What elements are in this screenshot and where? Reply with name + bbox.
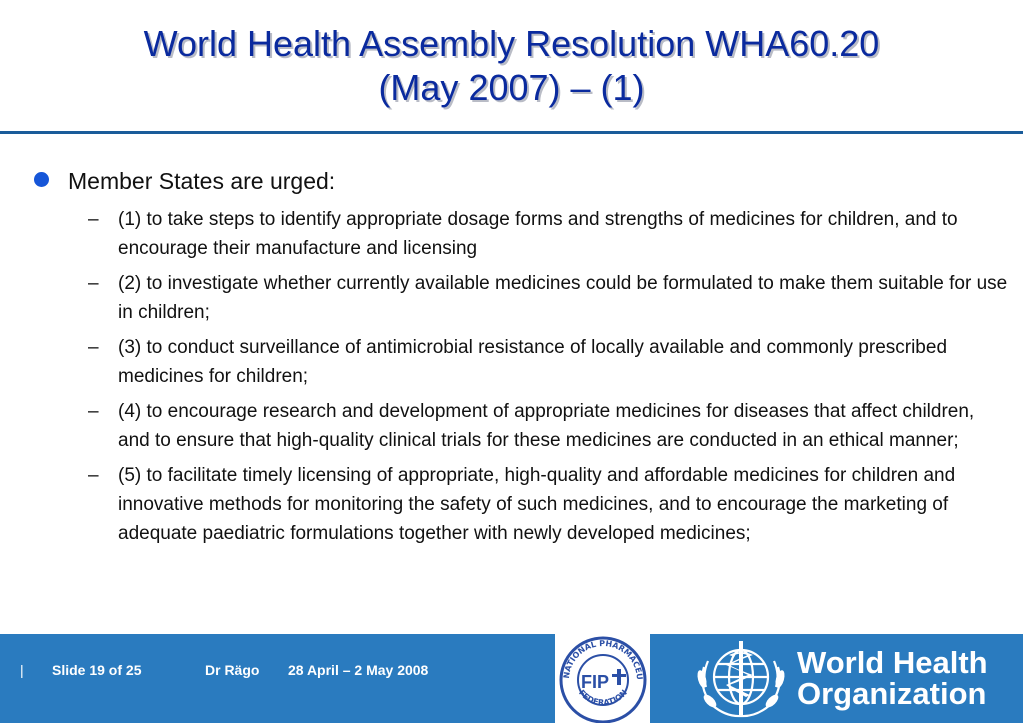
slide-title [0, 22, 1023, 110]
list-item [88, 269, 1008, 327]
who-wordmark-line2: Organization [797, 676, 987, 711]
sub-bullet-list [88, 205, 1008, 554]
list-item [88, 205, 1008, 263]
footer-marker: | [20, 662, 24, 678]
list-item-text: (3) to conduct surveillance of antimicrobial resistance of locally available and commonly prescribed medicines for children; [118, 337, 948, 387]
list-item-text: (4) to encourage research and development of appropriate medicines for diseases that affect children, and to ensure that high-quality clinical trials for these medicines are conducted in an ethical manner; [118, 401, 975, 451]
dash-bullet: – [88, 273, 99, 294]
dash-bullet: – [88, 465, 99, 486]
fip-logo [555, 634, 650, 723]
fip-ring-bottom-text: FEDERATION [576, 688, 630, 708]
list-item [88, 461, 1008, 548]
fip-letters: FIP [580, 672, 610, 692]
list-item-text: (5) to facilitate timely licensing of appropriate, high-quality and affordable medicines for children and innovative methods for monitoring the safety of such medicines, and to encourage the marketing of adequate paediatric formulations together with newly developed medicines; [118, 465, 956, 544]
list-item [88, 397, 1008, 455]
list-item-text: (1) to take steps to identify appropriate dosage forms and strengths of medicines for children, and to encourage their manufacture and licensing [118, 209, 958, 259]
who-wordmark-line1: World Health [797, 645, 988, 680]
presentation-date: 28 April – 2 May 2008 [288, 662, 429, 678]
fip-ring-top-text: NATIONAL PHARMACEU [561, 638, 645, 681]
title-divider [0, 131, 1023, 134]
fip-seal-icon [555, 634, 650, 723]
who-emblem-icon [694, 637, 789, 720]
bullet-dot-icon [34, 172, 49, 187]
list-item-text: (2) to investigate whether currently available medicines could be formulated to make them suitable for use in children; [118, 273, 1008, 323]
lead-bullet-text: Member States are urged: [68, 168, 336, 194]
who-wordmark [797, 647, 988, 709]
dash-bullet: – [88, 401, 99, 422]
dash-bullet: – [88, 209, 99, 230]
author-name: Dr Rägo [205, 662, 260, 678]
list-item [88, 333, 1008, 391]
slide-title-line2: (May 2007) – (1) [378, 67, 645, 108]
dash-bullet: – [88, 337, 99, 358]
slide-number: Slide 19 of 25 [52, 662, 142, 678]
slide-title-line1: World Health Assembly Resolution WHA60.20 [143, 23, 880, 64]
